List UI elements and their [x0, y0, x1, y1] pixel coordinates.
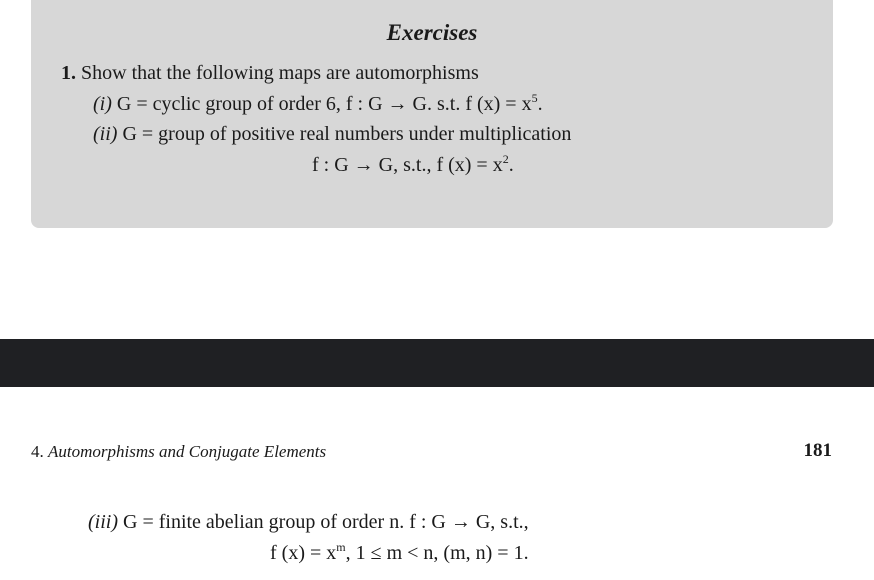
exercise-1-part-ii-formula — [312, 154, 514, 177]
part-ii-exponent: 2 — [502, 152, 509, 166]
part-i-text: G = cyclic group of order 6, f : G → G. s.t. f (x) = x — [116, 93, 532, 115]
clipped-next-line — [60, 574, 790, 580]
exercise-1-text: Show that the following maps are automorphisms — [81, 62, 479, 84]
part-iii-exponent: m — [336, 540, 346, 554]
exercise-1-part-iii — [88, 511, 529, 534]
part-iii-conditions: , 1 ≤ m < n, (m, n) = 1. — [345, 542, 529, 564]
chapter-title: Automorphisms and Conjugate Elements — [48, 442, 327, 461]
part-ii-period: . — [508, 154, 514, 176]
exercise-1-part-iii-formula — [270, 542, 529, 565]
part-i-period: . — [537, 93, 543, 115]
page-divider-bar — [0, 339, 874, 387]
part-iii-text: G = finite abelian group of order n. f : G → G, s.t., — [123, 511, 529, 533]
part-i-label: (i) — [93, 93, 112, 115]
part-iii-label: (iii) — [88, 511, 118, 533]
part-iii-formula: f (x) = x — [270, 542, 337, 564]
exercise-1 — [61, 62, 479, 85]
part-i-exponent: 5 — [531, 91, 538, 105]
running-head — [31, 442, 326, 462]
chapter-number: 4. — [31, 442, 44, 461]
exercise-number: 1. — [61, 62, 76, 84]
part-ii-formula: f : G → G, s.t., f (x) = x — [312, 154, 503, 176]
exercises-title: Exercises — [386, 20, 478, 45]
exercises-box — [31, 0, 833, 228]
part-ii-text: G = group of positive real numbers under multiplication — [122, 123, 572, 145]
exercise-1-part-i — [93, 93, 543, 116]
part-ii-label: (ii) — [93, 123, 118, 145]
page-number: 181 — [803, 440, 832, 461]
exercise-1-part-ii — [93, 123, 571, 146]
